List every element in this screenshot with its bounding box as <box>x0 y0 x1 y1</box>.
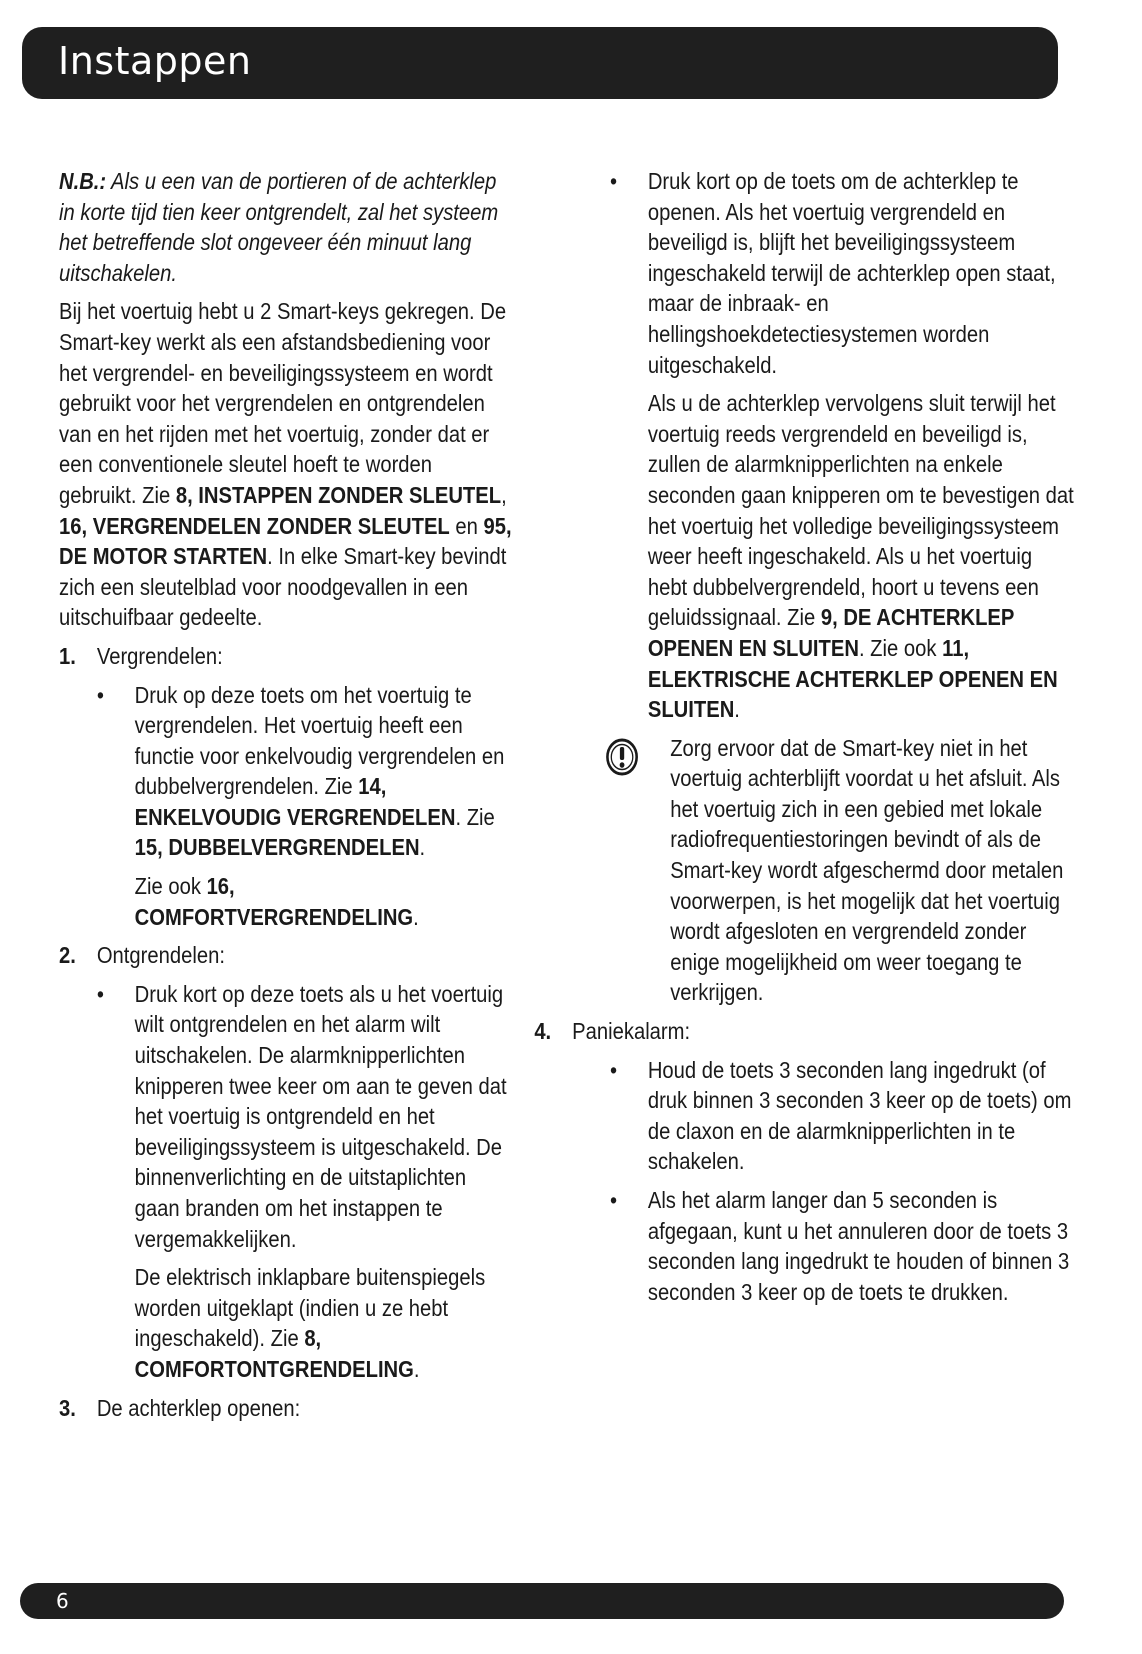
ref-comfortvergrendeling[interactable]: 16, COMFORTVERGRENDELING <box>134 873 414 930</box>
bullet-icon: • <box>610 168 618 194</box>
close-text: Als u de achterklep vervolgens sluit terwijl het voertuig reeds vergrendeld en beveiligd is, zullen de alarmknipperlichten na enkele seconden gaan knipperen om te bevestigen dat het voertuig het volledige beveiligingssysteem weer heeft ingeschakeld. Als u het voertuig hebt dubbelvergrendeld, hoort u tevens een geluidssignaal. Zie <box>647 390 1074 631</box>
mirrors-end: . <box>413 1355 420 1382</box>
list-label: De achterklep openen: <box>96 1394 301 1421</box>
intro-separator: en <box>449 512 484 539</box>
list-item-paniekalarm <box>534 1016 1074 1047</box>
left-column <box>59 166 515 1431</box>
list-item-achterklep <box>59 1393 515 1424</box>
page-number: 6 <box>56 1589 69 1613</box>
mirrors-text: De elektrisch inklapbare buitenspiegels worden uitgeklapt (indien u ze hebt ingeschakeld). Zie <box>134 1264 486 1352</box>
bullet-achterklep-openen <box>610 166 1074 380</box>
ref-de-motor-starten[interactable]: 95, DE MOTOR STARTEN <box>59 512 512 570</box>
right-column <box>534 166 1074 1315</box>
list-number: 1. <box>59 642 76 669</box>
list-label: Vergrendelen: <box>96 642 223 669</box>
page-title: Instappen <box>58 39 252 83</box>
ref-dubbelvergrendelen[interactable]: 15, DUBBELVERGRENDELEN <box>134 834 420 861</box>
see-also-text: Zie ook <box>134 873 207 900</box>
warning-block <box>601 733 1074 1008</box>
note-paragraph <box>59 166 515 288</box>
list-label: Paniekalarm: <box>572 1018 691 1045</box>
intro-separator: , <box>501 481 507 508</box>
intro-end: . In elke Smart-key bevindt zich een sleutelblad voor noodgevallen in een uitschuifbaar gedeelte. <box>59 543 507 631</box>
note-text: Als u een van de portieren of de achterklep in korte tijd tien keer ontgrendelt, zal het systeem het betreffende slot ongeveer één minuut lang uitschakelen. <box>59 168 499 286</box>
ref-achterklep-openen-en-sluiten[interactable]: 9, DE ACHTERKLEP OPENEN EN SLUITEN <box>647 604 1015 661</box>
bullet-text: Houd de toets 3 seconden lang ingedrukt (of druk binnen 3 seconden 3 keer op de toets) om de claxon en de alarmknipperlichten in te schakelen. <box>647 1056 1072 1175</box>
bullet-icon: • <box>96 681 104 708</box>
exclamation-circle-icon <box>605 737 639 777</box>
mirrors-paragraph <box>97 1262 515 1384</box>
header-bar <box>22 27 1058 99</box>
bullet-text: Als het alarm langer dan 5 seconden is afgegaan, kunt u het annuleren door de toets 3 seconden lang ingedrukt te houden of binnen 3 seconden 3 keer op de toets te drukken. <box>647 1187 1070 1305</box>
intro-text: Bij het voertuig hebt u 2 Smart-keys gekregen. De Smart-key werkt als een afstandsbediening voor het vergrendel- en beveiligingssysteem en wordt gebruikt voor het vergrendelen en ontgrendelen van en het rijden met het voertuig, zonder dat er een conventionele sleutel hoeft te worden gebruikt. Zie <box>59 298 507 508</box>
close-end: . <box>734 696 740 723</box>
bullet-text: Druk kort op deze toets als u het voertuig wilt ontgrendelen en het alarm wilt uitschakelen. De alarmknipperlichten knipperen twee keer om aan te geven dat het voertuig is ontgrendeld en het beveiligingssysteem is uitgeschakeld. De binnenverlichting en de uitstaplichten gaan branden om het instappen te vergemakkelijken. <box>134 980 507 1252</box>
ref-elektrische-achterklep[interactable]: 11, ELEKTRISCHE ACHTERKLEP OPENEN EN SLUITEN <box>647 634 1058 723</box>
list-number: 4. <box>534 1018 552 1045</box>
bullet-text: Druk kort op de toets om de achterklep te openen. Als het voertuig vergrendeld en beveiligd is, blijft het beveiligingssysteem ingeschakeld terwijl de achterklep open staat, maar de inbraak- en hellingshoekdetectiesystemen worden uitgeschakeld. <box>647 168 1056 378</box>
bullet-text-mid: . Zie <box>455 803 495 830</box>
intro-paragraph <box>59 296 515 633</box>
bullet-vergrendelen <box>97 680 515 864</box>
ref-comfortontgrendeling[interactable]: 8, COMFORTONTGRENDELING <box>134 1325 414 1382</box>
close-mid: . Zie ook <box>858 634 943 661</box>
bullet-icon: • <box>610 1187 618 1213</box>
bullet-text: Druk op deze toets om het voertuig te vergrendelen. Het voertuig heeft een functie voor enkelvoudig vergrendelen en dubbelvergrendelen. Zie <box>134 681 505 800</box>
list-number: 3. <box>59 1394 76 1421</box>
see-also-paragraph <box>97 871 515 932</box>
list-item-vergrendelen <box>59 641 515 672</box>
list-item-ontgrendelen <box>59 940 515 971</box>
ref-vergrendelen-zonder-sleutel[interactable]: 16, VERGRENDELEN ZONDER SLEUTEL <box>59 512 450 539</box>
warning-text: Zorg ervoor dat de Smart-key niet in het voertuig achterblijft voordat u het afsluit. Als het voertuig zich in een gebied met lokale radiofrequentiestoringen bevindt of als de Smart-key wordt afgeschermd door metalen voorwerpen, is het mogelijk dat het voertuig wordt afgesloten en vergrendeld zonder enige mogelijkheid om weer toegang te verkrijgen. <box>670 734 1064 1006</box>
bullet-icon: • <box>96 980 104 1007</box>
bullet-paniekalarm-inschakelen <box>610 1055 1074 1177</box>
list-number: 2. <box>59 942 76 969</box>
achterklep-sluiten-paragraph <box>610 388 1074 725</box>
note-label: N.B.: <box>59 168 107 194</box>
see-also-end: . <box>413 903 419 930</box>
ref-instappen-zonder-sleutel[interactable]: 8, INSTAPPEN ZONDER SLEUTEL <box>175 481 502 508</box>
footer-bar <box>20 1583 1064 1619</box>
bullet-icon: • <box>610 1056 618 1083</box>
list-label: Ontgrendelen: <box>96 942 225 969</box>
bullet-paniekalarm-annuleren <box>610 1185 1074 1307</box>
bullet-text-end: . <box>419 834 426 861</box>
ref-enkelvoudig-vergrendelen[interactable]: 14, ENKELVOUDIG VERGRENDELEN <box>134 773 456 830</box>
bullet-ontgrendelen <box>97 979 515 1254</box>
